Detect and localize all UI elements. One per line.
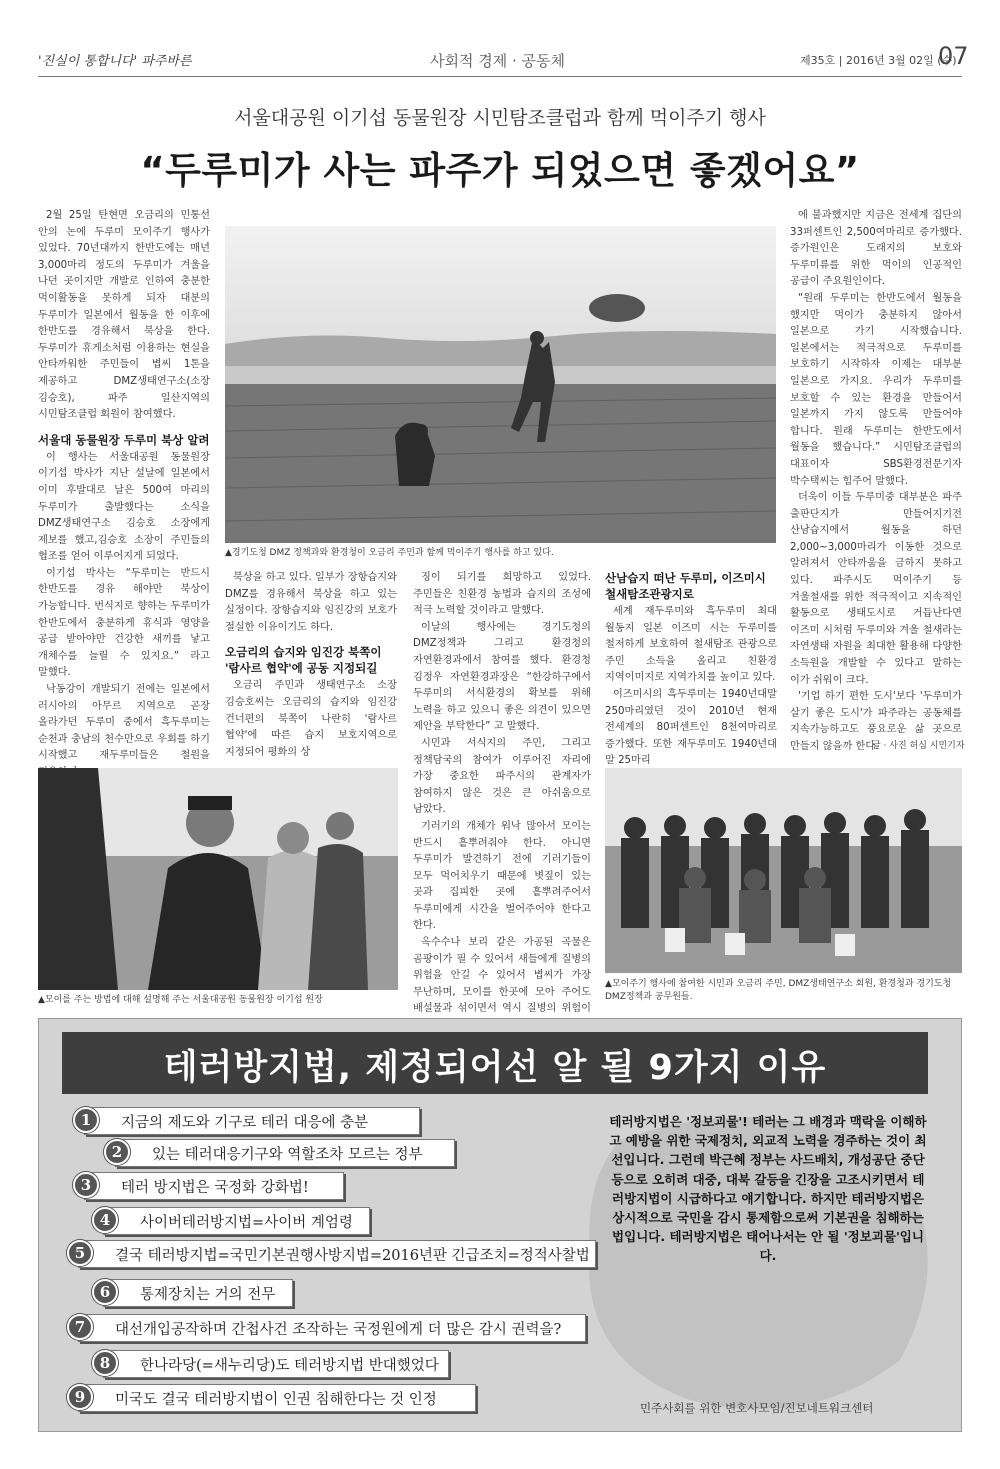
- column-3: [413, 570, 591, 1015]
- reason-item: [74, 1240, 596, 1268]
- paragraph: 2월 25일 탄현면 오금리의 민통선 안의 논에 두루미 모이주기 행사가 있었다. 70년대까지 한반도에는 매년 3,000마리 정도의 두루미가 겨울을 나던 곳이지만 개발로 인하여 충분한 먹이활동을 못하게 되자 대분의 두루미가 일본에서 월동을 한 이후에 한반도를 경유해서 북상을 한다. 두루미가 휴게소처럼 이용하는 현실을 안타까워한 주민들이 볍씨 1톤을 제공하고 DMZ생태연구소(소장 김승호), 파주 일산지역의 시민탐조클럽 회원이 참여했다.: [38, 210, 210, 421]
- paragraph: 이기섭 박사는 “두루미는 반드시 한반도를 경유 해야만 북상이 가능합니다. 번식지로 향하는 두루미가 한반도에서 충분하게 휴식과 영양을 공급 받아야만 건강한 새끼를 낳고 개체수를 늘릴 수 있지요.” 라고 말했다.: [38, 567, 210, 679]
- paragraph: 이즈미시의 흑두루미는 1940년대말 250마리였던 것이 2010년 현재 전세계의 80퍼센트인 8천여마리로 증가했다. 또한 재두루미도 1940년대 말 25마리: [605, 688, 777, 767]
- paragraph: “원래 두루미는 한반도에서 월동을 했지만 먹이가 충분하지 않아서 일본으로 가기 시작했습니다. 일본에서는 적극적으로 두루미를 보호하기 시작하자 이제는 대부분 일본으로 가지요. 우리가 두루미를 보호할 수 있는 환경을 만들어서 일본까지 가지 않도록 만들어야 합니다. 원래 두루미는 한반도에서 월동을 했습니다.” 시민탐조클럽의 대표이자 SBS환경전문기자 박수택씨는 힘주어 말했다.: [790, 292, 962, 487]
- header-divider: [38, 76, 962, 77]
- reason-item: [74, 1314, 586, 1342]
- column-1: [38, 208, 210, 762]
- issue-info: 제35호 | 2016년 3월 02일 (수): [800, 54, 957, 67]
- article-subhead: 서울대공원 이기섭 동물원장 시민탐조클럽과 함께 먹이주기 행사: [234, 107, 766, 129]
- paragraph: 더욱이 이들 두루미중 대부분은 파주 출판단지가 만들어지기전 산남습지에서 월동을 하던 2,000~3,000마리가 이동한 것으로 알려져서 안타까움을 금하지 못하고 있다. 파주시도 먹이주기 등 겨울철새를 위한 적극적이고 지속적인 활동으로 생태도시로 거듭난다면 이즈미 시처럼 두루미와 겨울 철새라는 자연생태 자원을 최대한 활용해 다양한 소득원을 개발할 수 있다고 말하는 이가 쉬워이 크다.: [790, 492, 962, 686]
- reason-item: [80, 1107, 420, 1135]
- ad-sponsor: 민주사회를 위한 변호사모임/진보네트워크센터: [640, 1401, 874, 1415]
- byline: 글 · 사진 허심 시민기자: [872, 741, 965, 751]
- reason-text: 있는 테러대응기구와 역할조차 모르는 정부: [152, 1146, 423, 1163]
- paragraph: 기러기의 개체가 워낙 많아서 모이는 반드시 흩뿌려줘야 한다. 아니면 두루미가 발견하기 전에 기러기들이 모두 먹어치우기 때문에 볏짚이 있는 곳과 집피한 곳에 흩뿌려주어서 두루미에게 시간을 벌어주어야 한다고 한다.: [413, 820, 591, 932]
- newspaper-logo: '진실이 통합니다' 파주바른: [38, 54, 192, 69]
- caption-top-photo: ▲경기도청 DMZ 정책과와 환경청이 오금리 주민과 함께 먹이주기 행사를 하고 있다.: [225, 548, 554, 558]
- caption-right-photo: ▲모이주기 행사에 참여한 시민과 오금리 주민, DMZ생태연구소 회원, 환경청과 경기도청 DMZ정책과 공무원들.: [605, 979, 952, 1002]
- column-4: [605, 570, 777, 767]
- number-badge: 1: [73, 1107, 99, 1133]
- number-badge: 3: [73, 1172, 99, 1198]
- photo-group: [605, 768, 962, 973]
- paragraph: 시민과 서식지의 주민, 그리고 정책담국의 참여가 이루어진 자리에 가장 중요한 파주시의 관계자가 참여하지 않은 것은 큰 아쉬움으로 남았다.: [413, 737, 591, 816]
- paragraph: 세계 재두루미와 흑두루미 최대 월동지 일본 이즈미 시는 두루미를 철저하게 보호하여 철새탐조 관광으로 주민 소득을 올리고 친환경 지역이미지로 지역가치를 높이고 있다.: [605, 606, 777, 684]
- ad-body-text: 테러방지법은 '정보괴물'! 테러는 그 배경과 맥락을 이해하고 예방을 위한 국제정치, 외교적 노력을 경주하는 것이 최선입니다. 그런데 박근혜 정부는 사드배치, 개성공단 중단 등으로 오히려 대중, 대북 갈등을 긴장을 고조시키면서 테러방지법이 시급하다고 얘기합니다. 하지만 테러방지법은 상시적으로 국민을 감시 통제함으로써 기본권을 침해하는 법입니다. 테러방지법은 태어나서는 안 될 '정보괴물'입니다.: [609, 1114, 927, 1264]
- reason-item: [99, 1279, 293, 1307]
- number-badge: 4: [92, 1207, 118, 1233]
- section-subheading: 산남습지 떠난 두루미, 이즈미시 철새탐조관광지로: [605, 571, 766, 601]
- paragraph: 징이 되기를 희망하고 있었다. 주민들은 친환경 농법과 습지의 조성에 적극 노력할 것이라고 말했다.: [413, 572, 591, 617]
- number-badge: 6: [92, 1279, 118, 1305]
- reason-item: [111, 1139, 455, 1167]
- article-headline: “두루미가 사는 파주가 되었으면 좋겠어요”: [140, 149, 860, 192]
- paragraph: 낙동강이 개발되기 전에는 일본에서 러시아의 아무르 지역으로 곧장 올라가던 두루미 중에서 흑두루미는 순천과 충남의 천수만으로 우회를 하기 시작했고 재두루미들은 철원을: [38, 684, 210, 762]
- reason-item: [99, 1350, 449, 1378]
- paragraph: 에 불과했지만 지금은 전세계 집단의 33퍼센트인 2,500여마리로 증가했다. 증가원인은 도래지의 보호와 두루미류를 위한 먹이의 인공적인 공급이 주요원인이다.: [790, 210, 962, 288]
- paragraph: 북상을 하고 있다. 일부가 장항습지와 DMZ를 경유해서 북상을 하고 있는 실정이다. 장항습지와 임진강의 보호가 절실한 이유이기도 하다.: [225, 572, 397, 633]
- reason-text: 결국 테러방지법=국민기본권행사방지법=2016년판 긴급조치=정적사찰법: [115, 1247, 590, 1264]
- number-badge: 7: [67, 1314, 93, 1340]
- paragraph: 옥수수나 보리 같은 가공된 곡물은 곰팡이가 필 수 있어서 새들에게 질병의 위험을 안길 수 있어서 볍씨가 가장 무난하며, 모이를 한곳에 모아 주어도 배설물과 섞이면서 역시 질병의 위험이: [413, 937, 591, 1015]
- reason-text: 한나라당(=새누리당)도 테러방지법 반대했었다: [140, 1357, 439, 1374]
- paragraph: 이 행사는 서울대공원 동물원장 이기섭 박사가 지난 설날에 일본에서 이미 후발대로 날은 500여 마리의 두루미가 출발했다는 소식을 DMZ생태연구소 김승호 소장에게 제보를 했고,김승호 소장이 주민들의 협조를 얻어 이루어지게 되었다.: [38, 451, 210, 563]
- reason-text: 사이버테러방지법=사이버 계엄령: [140, 1214, 353, 1231]
- paragraph: 오금리 주민과 생태연구소 소장 김승호씨는 오금리의 습지와 임진강 건너편의 북쪽이 나란히 '람사르 협약'에 따른 습지 보호지역으로 지정되어 평화의 상: [225, 680, 397, 758]
- photo-director-explaining: [38, 768, 398, 990]
- reason-item: [74, 1384, 476, 1412]
- section-subheading: 오금리의 습지와 임진강 북쪽이 '람사르 협약'에 공동 지정되길: [225, 645, 382, 676]
- reason-text: 지금의 제도와 기구로 테러 대응에 충분: [121, 1114, 369, 1131]
- paragraph: '기업 하기 편한 도시'보다 '두루미가 살기 좋은 도시'가 파주라는 공동체를 지속가능하고도 풍요로운 삶 곳으로 만들지 않을까 한다.: [790, 691, 962, 752]
- reason-text: 미국도 결국 테러방지법이 인권 침해한다는 것 인정: [115, 1391, 437, 1408]
- number-badge: 2: [104, 1139, 130, 1165]
- ad-title: 테러방지법, 제정되어선 알 될 9가지 이유: [163, 1048, 827, 1088]
- section-title: 사회적 경제 · 공동체: [430, 52, 565, 70]
- number-badge: 5: [67, 1240, 93, 1266]
- page-number: 07: [938, 42, 969, 70]
- reason-text: 통제장치는 거의 전무: [140, 1286, 276, 1303]
- photo-feeding-field: [225, 226, 776, 543]
- paragraph: 이날의 행사에는 경기도청의 DMZ정책과 그리고 환경청의 자연환경과에서 참여를 했다. 환경청 김정우 자연환경과장은 “한강하구에서 두루미의 서식환경의 확보를 위해 노력을 하고 있으니 좋은 의견이 있으면 제안을 부탁한다” 고 말했다.: [413, 621, 591, 733]
- reason-text: 테러 방지법은 국정화 강화법!: [121, 1179, 309, 1196]
- reason-item: [99, 1207, 370, 1235]
- column-2: [225, 570, 397, 760]
- section-subheading: 서울대 동물원장 두루미 북상 알려: [38, 432, 210, 447]
- reason-item: [80, 1172, 344, 1200]
- number-badge: 9: [67, 1384, 93, 1410]
- reason-text: 대선개입공작하며 간첩사건 조작하는 국정원에게 더 많은 감시 권력을?: [115, 1321, 562, 1338]
- caption-left-photo: ▲모이를 주는 방법에 대해 설명해 주는 서울대공원 동물원장 이기섭 원장: [38, 995, 323, 1005]
- number-badge: 8: [92, 1350, 118, 1376]
